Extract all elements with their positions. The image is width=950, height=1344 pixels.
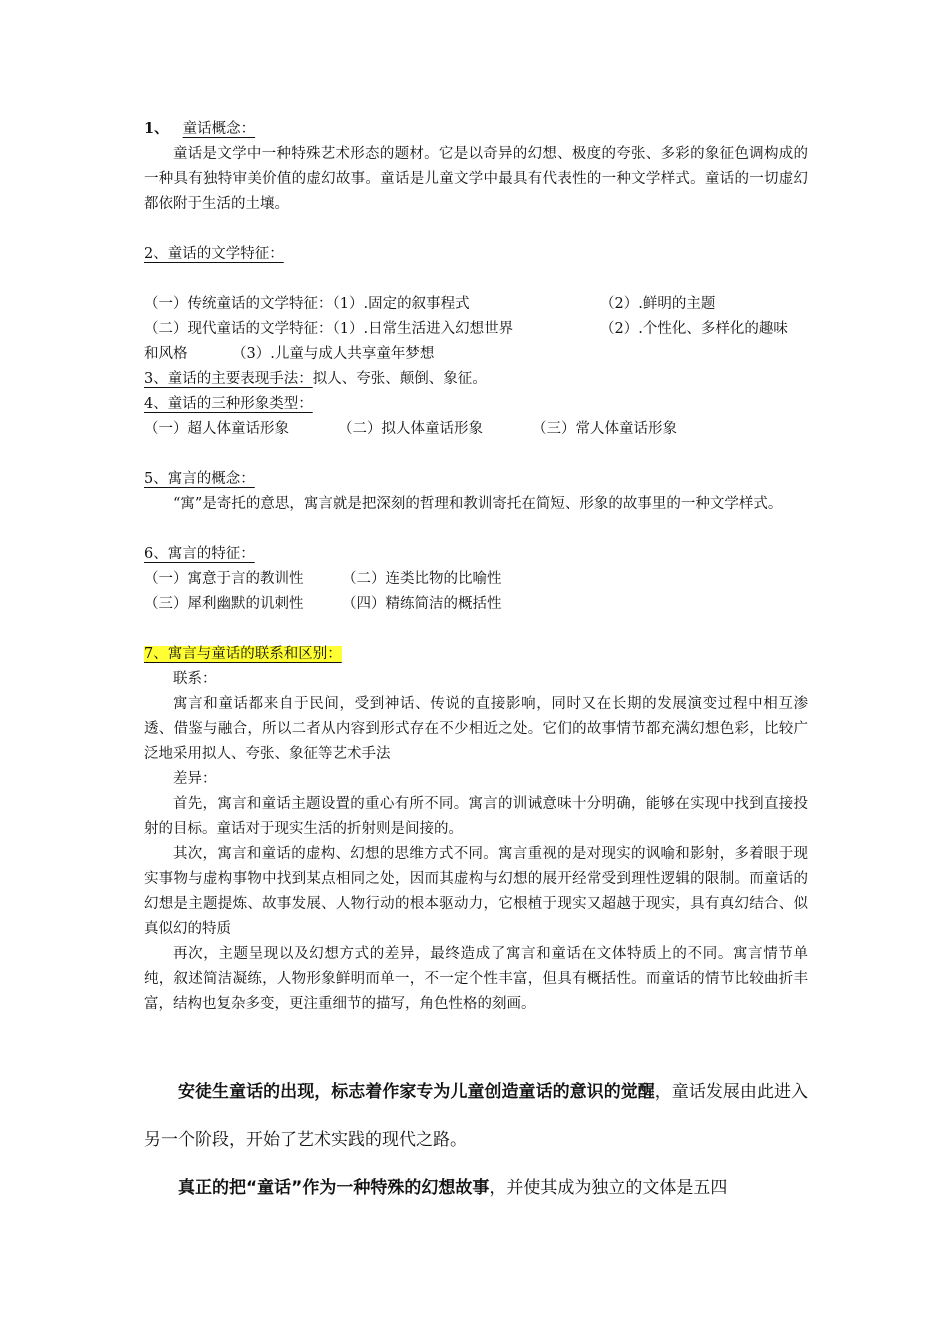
section-6-title: 6、寓言的特征：: [144, 546, 255, 562]
section-1-title: 童话概念：: [182, 121, 256, 137]
section-3-title: 3、童话的主要表现手法：: [144, 371, 313, 387]
closing-paragraph-2-rest: ，并使其成为独立的文体是五四: [489, 1178, 728, 1198]
section-7-chayi-label: 差异：: [173, 771, 217, 787]
section-7-difference-2: 其次，寓言和童话的虚构、幻想的思维方式不同。寓言重视的是对现实的讽喻和影射，多着眼于现实事物与虚构事物中找到某点相同之处，因而其虚构与幻想的展开经常受到理性逻辑的限制。而童话的幻想是主题提炼、故事发展、人物行动的根本驱动力，它根植于现实又超越于现实，具有真幻结合、似真似幻的特质: [144, 846, 808, 937]
section-1-heading: [144, 116, 808, 142]
section-7-title: 7、寓言与童话的联系和区别：: [144, 646, 342, 662]
section-7-difference-3: 再次，主题呈现以及幻想方式的差异，最终造成了寓言和童话在文体特质上的不同。寓言情节单纯，叙述简洁凝练，人物形象鲜明而单一，不一定个性丰富，但具有概括性。而童话的情节比较曲折丰富，结构也复杂多变，更注重细节的描写，角色性格的刻画。: [144, 946, 808, 1012]
section-6-item-1: （一）寓意于言的教训性: [144, 571, 304, 587]
closing-paragraphs: [144, 1068, 808, 1212]
section-2-line-2: [144, 317, 808, 342]
section-6-row-1: [144, 567, 808, 592]
section-2-title: 2、童话的文学特征：: [144, 246, 284, 262]
closing-paragraph-1: [144, 1068, 808, 1164]
section-6-row-2: [144, 592, 808, 617]
section-1-body: 童话是文学中一种特殊艺术形态的题材。它是以奇异的幻想、极度的夸张、多彩的象征色调构成的一种具有独特审美价值的虚幻故事。童话是儿童文学中最具有代表性的一种文学样式。童话的一切虚幻都依附于生活的土壤。: [144, 146, 808, 212]
section-2-line-1: [144, 292, 808, 317]
section-3: [144, 367, 808, 392]
closing-paragraph-2: [144, 1164, 808, 1212]
section-4-items: [144, 417, 808, 442]
section-2-line-3a: 和风格: [144, 346, 188, 362]
section-2-line-2b: （2）.个性化、多样化的趣味: [600, 321, 788, 337]
section-5-title: 5、寓言的概念：: [144, 471, 255, 487]
section-2-line-3: [144, 342, 808, 367]
section-7-difference-1: 首先，寓言和童话主题设置的重心有所不同。寓言的训诫意味十分明确，能够在实现中找到直接投射的目标。童话对于现实生活的折射则是间接的。: [144, 796, 808, 837]
section-7-lianxi-body: 寓言和童话都来自于民间，受到神话、传说的直接影响，同时又在长期的发展演变过程中相互渗透、借鉴与融合，所以二者从内容到形式存在不少相近之处。它们的故事情节都充满幻想色彩，比较广泛地采用拟人、夸张、象征等艺术手法: [144, 696, 808, 762]
section-2-line-2a: （二）现代童话的文学特征：（1）.日常生活进入幻想世界: [144, 321, 514, 337]
document-body: [144, 116, 808, 1017]
section-2-line-1a: （一）传统童话的文学特征：（1）.固定的叙事程式: [144, 296, 470, 312]
section-2-line-3b: （3）.儿童与成人共享童年梦想: [232, 346, 435, 362]
section-4-item-1: （一）超人体童话形象: [144, 421, 289, 437]
section-2-line-1b: （2）.鲜明的主题: [600, 296, 716, 312]
closing-paragraph-1-bold: 安徒生童话的出现，标志着作家专为儿童创造童话的意识的觉醒: [178, 1082, 655, 1102]
section-6-item-2: （二）连类比物的比喻性: [342, 571, 502, 587]
section-4-item-2: （二）拟人体童话形象: [338, 421, 483, 437]
closing-paragraph-2-bold: 真正的把“童话”作为一种特殊的幻想故事: [178, 1178, 490, 1198]
closing-paragraph-1-rest: ，童话发展由此进入另一个阶段，开始了艺术实践的现代之路。: [144, 1082, 809, 1150]
section-7-heading: [144, 642, 808, 667]
section-4-title: 4、童话的三种形象类型：: [144, 396, 313, 412]
section-1-number: 1、: [144, 120, 169, 137]
section-5-body: “寓”是寄托的意思，寓言就是把深刻的哲理和教训寄托在简短、形象的故事里的一种文学样式。: [173, 496, 783, 512]
section-6-item-3: （三）犀利幽默的讥刺性: [144, 596, 304, 612]
section-3-content: 拟人、夸张、颠倒、象征。: [312, 371, 487, 387]
section-4-item-3: （三）常人体童话形象: [532, 421, 677, 437]
section-7-lianxi-label: 联系：: [173, 671, 217, 687]
section-6-item-4: （四）精练简洁的概括性: [342, 596, 502, 612]
